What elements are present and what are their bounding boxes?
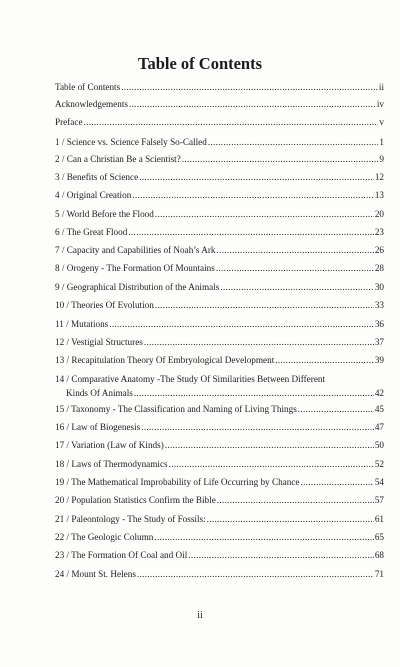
- leader-dots: [188, 550, 374, 561]
- toc-entry-page: 50: [374, 440, 384, 450]
- leader-dots: [155, 209, 374, 220]
- toc-entry-page: 20: [374, 209, 384, 219]
- leader-dots: [217, 245, 374, 256]
- leader-dots: [129, 99, 376, 110]
- toc-entry-label-continuation: Kinds Of Animals: [66, 388, 133, 398]
- toc-entry-page: 57: [374, 495, 384, 505]
- toc-entry-label: 21 / Paleontology - The Study of Fossils:: [55, 514, 206, 524]
- toc-entry-chapter-16[interactable]: [55, 422, 384, 433]
- toc-entry-page: 23: [374, 227, 384, 237]
- toc-entry-chapter-4[interactable]: [55, 190, 384, 201]
- toc-entry-page: 26: [374, 245, 384, 255]
- toc-entry-label: 23 / The Formation Of Coal and Oil: [55, 550, 188, 560]
- toc-entry-label: Preface: [55, 117, 83, 127]
- toc-entry-chapter-12[interactable]: [55, 337, 384, 348]
- toc-entry-label: 14 / Comparative Anatomy -The Study Of Similarities Between Different: [55, 374, 326, 384]
- leader-dots: [134, 388, 374, 399]
- toc-entry-label: 4 / Original Creation: [55, 190, 132, 200]
- toc-entry-table-of-contents[interactable]: [55, 82, 384, 93]
- toc-entry-chapter-11[interactable]: [55, 319, 384, 330]
- leader-dots: [84, 117, 379, 128]
- leader-dots: [169, 459, 374, 470]
- toc-entry-page: iv: [376, 99, 384, 109]
- toc-entry-label: 15 / Taxonomy - The Classification and Naming of Living Things: [55, 404, 297, 414]
- toc-entry-chapter-23[interactable]: [55, 550, 384, 561]
- toc-entry-page: 68: [374, 550, 384, 560]
- toc-entry-label: 8 / Orogeny - The Formation Of Mountains: [55, 263, 215, 273]
- page-number-footer: ii: [197, 610, 203, 621]
- toc-entry-acknowledgements[interactable]: [55, 99, 384, 110]
- leader-dots: [128, 227, 374, 238]
- toc-entry-label: 11 / Mutations: [55, 319, 109, 329]
- toc-entry-chapter-14[interactable]: [55, 374, 384, 399]
- toc-entry-label: 19 / The Mathematical Improbability of Life Occurring by Chance: [55, 477, 300, 487]
- toc-entry-label: 6 / The Great Flood: [55, 227, 128, 237]
- leader-dots: [137, 569, 374, 580]
- toc-entry-label: 5 / World Before the Flood: [55, 209, 154, 219]
- toc-entry-label: 20 / Population Statistics Confirm the Bible: [55, 495, 216, 505]
- toc-entry-chapter-5[interactable]: [55, 209, 384, 220]
- leader-dots: [109, 319, 374, 330]
- leader-dots: [217, 495, 374, 506]
- toc-entry-label: 10 / Theories Of Evolution: [55, 300, 154, 310]
- toc-entry-chapter-19[interactable]: [55, 477, 384, 488]
- toc-entry-page: 54: [374, 477, 384, 487]
- toc-entry-chapter-10[interactable]: [55, 300, 384, 311]
- toc-entry-page: 45: [374, 404, 384, 414]
- leader-dots: [207, 514, 374, 525]
- toc-entry-label: 16 / Law of Biogenesis: [55, 422, 141, 432]
- toc-entry-label: 18 / Laws of Thermodynamics: [55, 459, 168, 469]
- toc-entry-page: 12: [374, 172, 384, 182]
- toc-entry-page: 28: [374, 263, 384, 273]
- toc-entry-preface[interactable]: [55, 117, 384, 128]
- toc-entry-page: 52: [374, 459, 384, 469]
- toc-entry-page: 47: [374, 422, 384, 432]
- leader-dots: [298, 404, 374, 415]
- toc-entry-label: 24 / Mount St. Helens: [55, 569, 136, 579]
- toc-entry-label: 12 / Vestigial Structures: [55, 337, 143, 347]
- leader-dots: [139, 172, 374, 183]
- toc-entry-chapter-13[interactable]: [55, 355, 384, 366]
- toc-entry-page: 37: [374, 337, 384, 347]
- toc-entry-chapter-2[interactable]: [55, 154, 384, 165]
- leader-dots: [165, 440, 374, 451]
- leader-dots: [155, 300, 374, 311]
- toc-entry-label: 1 / Science vs. Science Falsely So-Called: [55, 137, 207, 147]
- leader-dots: [141, 422, 374, 433]
- toc-entry-label: 7 / Capacity and Capabilities of Noah’s Ark: [55, 245, 216, 255]
- leader-dots: [154, 532, 373, 543]
- leader-dots: [144, 337, 374, 348]
- toc-entry-page: 39: [374, 355, 384, 365]
- leader-dots: [220, 282, 373, 293]
- page-title: Table of Contents: [137, 54, 263, 73]
- toc-entry-label: 17 / Variation (Law of Kinds): [55, 440, 164, 450]
- toc-entry-chapter-3[interactable]: [55, 172, 384, 183]
- toc-entry-page: 61: [374, 514, 384, 524]
- leader-dots: [182, 154, 379, 165]
- toc-entry-chapter-9[interactable]: [55, 282, 384, 293]
- toc-entry-chapter-20[interactable]: [55, 495, 384, 506]
- toc-entry-chapter-21[interactable]: [55, 514, 384, 525]
- toc-entry-chapter-17[interactable]: [55, 440, 384, 451]
- toc-entry-page: 36: [374, 319, 384, 329]
- toc-entry-label: 9 / Geographical Distribution of the Animals: [55, 282, 220, 292]
- leader-dots: [121, 82, 378, 93]
- toc-entry-label: 22 / The Geologic Column: [55, 532, 154, 542]
- toc-entry-label: Table of Contents: [55, 82, 121, 92]
- leader-dots: [301, 477, 374, 488]
- toc-entry-label: 13 / Recapitulation Theory Of Embryological Development: [55, 355, 275, 365]
- toc-entry-chapter-18[interactable]: [55, 459, 384, 470]
- toc-entry-chapter-15[interactable]: [55, 404, 384, 415]
- toc-entry-page: v: [379, 117, 384, 127]
- leader-dots: [132, 190, 374, 201]
- toc-entry-label: 3 / Benefits of Science: [55, 172, 139, 182]
- leader-dots: [216, 263, 374, 274]
- toc-entry-chapter-7[interactable]: [55, 245, 384, 256]
- toc-entry-label: Acknowledgements: [55, 99, 128, 109]
- toc-entry-chapter-22[interactable]: [55, 532, 384, 543]
- toc-entry-page: 71: [374, 569, 384, 579]
- leader-dots: [208, 137, 379, 148]
- toc-entry-page: 42: [374, 388, 384, 398]
- toc-entry-chapter-1[interactable]: [55, 137, 384, 148]
- toc-entry-label: 2 / Can a Christian Be a Scientist?: [55, 154, 181, 164]
- toc-entry-page: 30: [374, 282, 384, 292]
- toc-entry-page: 1: [379, 137, 384, 147]
- leader-dots: [275, 355, 374, 366]
- toc-entry-page: 33: [374, 300, 384, 310]
- toc-entry-page: 13: [374, 190, 384, 200]
- toc-entry-chapter-6[interactable]: [55, 227, 384, 238]
- toc-entry-page: 65: [374, 532, 384, 542]
- toc-entry-page: ii: [378, 82, 384, 92]
- toc-entry-chapter-8[interactable]: [55, 263, 384, 274]
- toc-entry-chapter-24[interactable]: [55, 569, 384, 580]
- toc-entry-page: 9: [379, 154, 384, 164]
